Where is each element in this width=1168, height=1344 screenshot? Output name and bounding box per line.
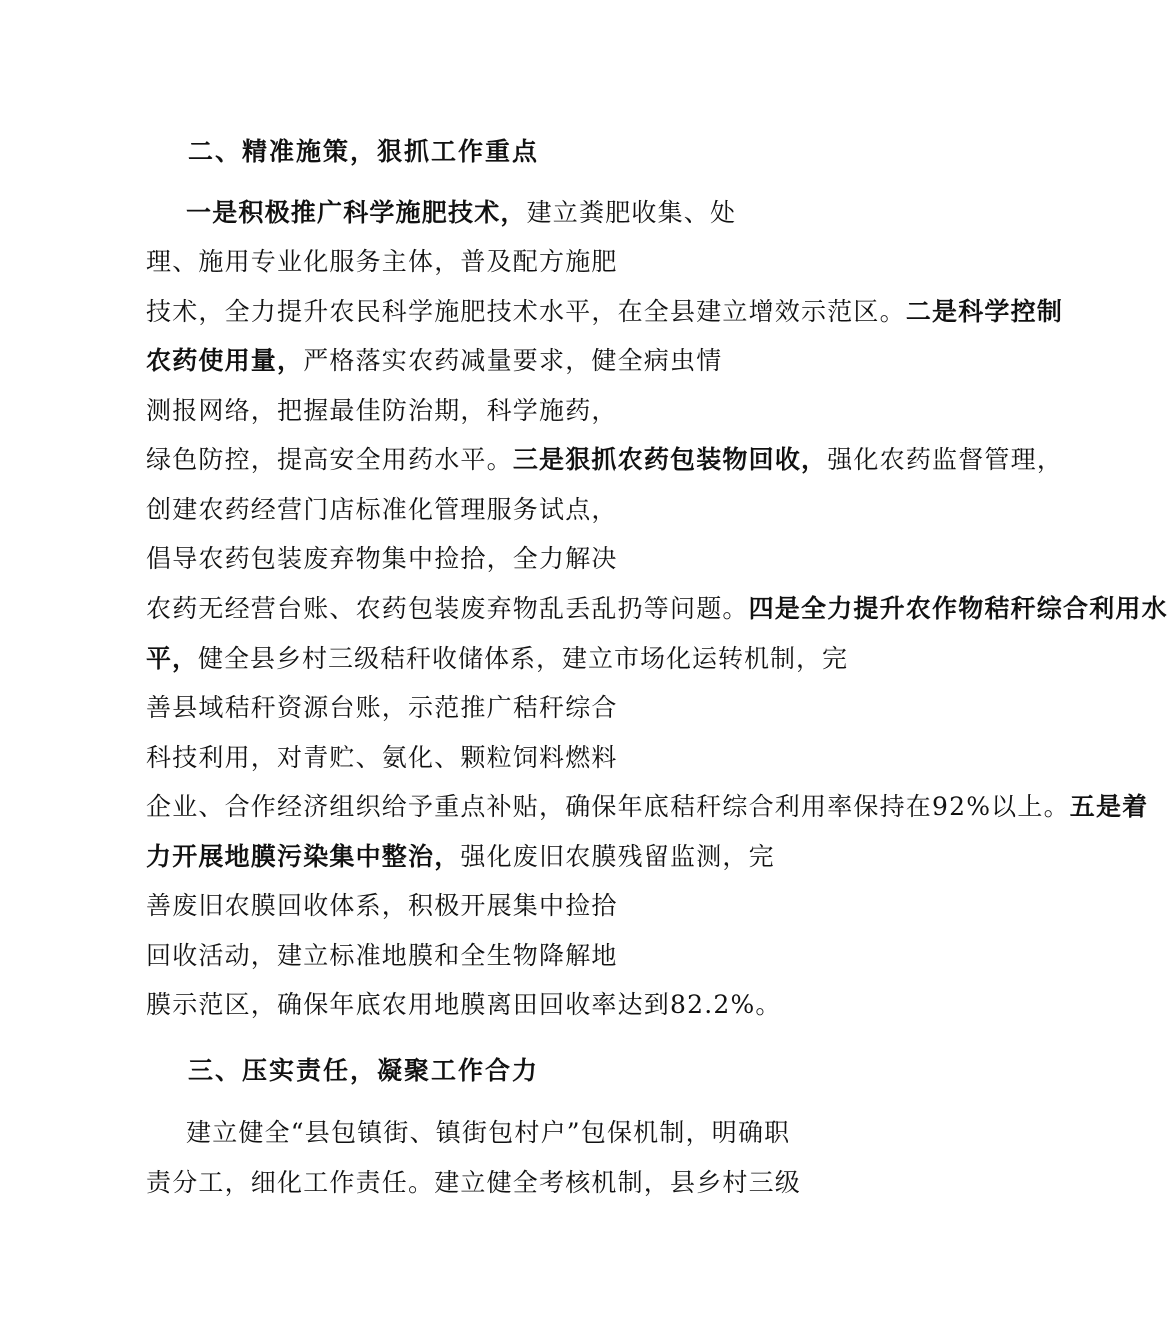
point-5-lead: 力开展地膜污染集中整治， [146,842,461,871]
paragraph-line [0,842,1096,872]
point-4-text-part: 企业、合作经济组织给予重点补贴，确保年底秸秆综合利用率保持在92%以上。 [146,792,1070,821]
paragraph-line [0,990,1096,1020]
point-1-text-part: 理、施用专业化服务主体，普及配方施肥 [146,247,618,276]
paragraph-line [0,1118,1136,1148]
point-3-lead: 三是狠抓农药包装物回收， [512,445,828,474]
paragraph-line [0,297,1096,327]
section-3-text-part: 建立健全“县包镇街、镇街包村户”包保机制，明确职 [186,1118,791,1147]
point-1-lead: 一是积极推广科学施肥技术， [186,198,527,227]
paragraph-line [0,792,1149,822]
point-4-text-part: 科技利用，对青贮、氨化、颗粒饲料燃料 [146,743,618,772]
paragraph-line [0,644,1096,674]
paragraph-line [0,544,1096,574]
section-2-heading: 二、精准施策，狠抓工作重点 [188,137,540,166]
point-4-text-part: 善县域秸秆资源台账，示范推广秸秆综合 [146,693,618,722]
point-4-text-part: 健全县乡村三级秸秆收储体系，建立市场化运转机制，完 [198,644,849,673]
point-4-lead: 平， [146,644,199,673]
paragraph-line [0,1168,1096,1198]
paragraph-line [0,743,1096,773]
paragraph-line [0,891,1096,921]
point-1-text-part: 建立粪肥收集、处 [526,198,737,227]
section-3-heading: 三、压实责任，凝聚工作合力 [188,1056,540,1085]
paragraph-line [0,346,1096,376]
paragraph-line [0,693,1096,723]
point-5-lead: 五是着 [1069,792,1149,821]
paragraph-line [0,396,1096,426]
point-2-text-part: 严格落实农药减量要求，健全病虫情 [303,346,723,375]
point-3-text-part: 倡导农药包装废弃物集中捡拾，全力解决 [146,544,618,573]
point-1-text-part: 技术，全力提升农民科学施肥技术水平，在全县建立增效示范区。 [146,297,906,326]
point-2-text-part: 测报网络，把握最佳防治期，科学施药， [146,396,618,425]
section-3-text-part: 责分工，细化工作责任。建立健全考核机制，县乡村三级 [146,1168,802,1197]
paragraph-line [0,445,1096,475]
paragraph-line [0,594,1168,624]
point-2-text-part: 绿色防控，提高安全用药水平。 [146,445,513,474]
point-3-text-part: 创建农药经营门店标准化管理服务试点， [146,495,618,524]
point-5-text-part: 膜示范区，确保年底农用地膜离田回收率达到82.2%。 [146,990,782,1019]
point-2-lead: 农药使用量， [146,346,304,375]
point-3-text-part: 强化农药监督管理， [827,445,1064,474]
point-4-lead: 四是全力提升农作物秸秆综合利用水 [748,594,1168,623]
point-5-text-part: 强化废旧农膜残留监测，完 [460,842,775,871]
paragraph-line [0,247,1096,277]
point-5-text-part: 回收活动，建立标准地膜和全生物降解地 [146,941,618,970]
point-3-text-part: 农药无经营台账、农药包装废弃物乱丢乱扔等问题。 [146,594,749,623]
point-2-lead: 二是科学控制 [905,297,1064,326]
paragraph-line [0,495,1096,525]
point-5-text-part: 善废旧农膜回收体系，积极开展集中捡拾 [146,891,618,920]
paragraph-line [0,198,1136,228]
paragraph-line [0,941,1096,971]
